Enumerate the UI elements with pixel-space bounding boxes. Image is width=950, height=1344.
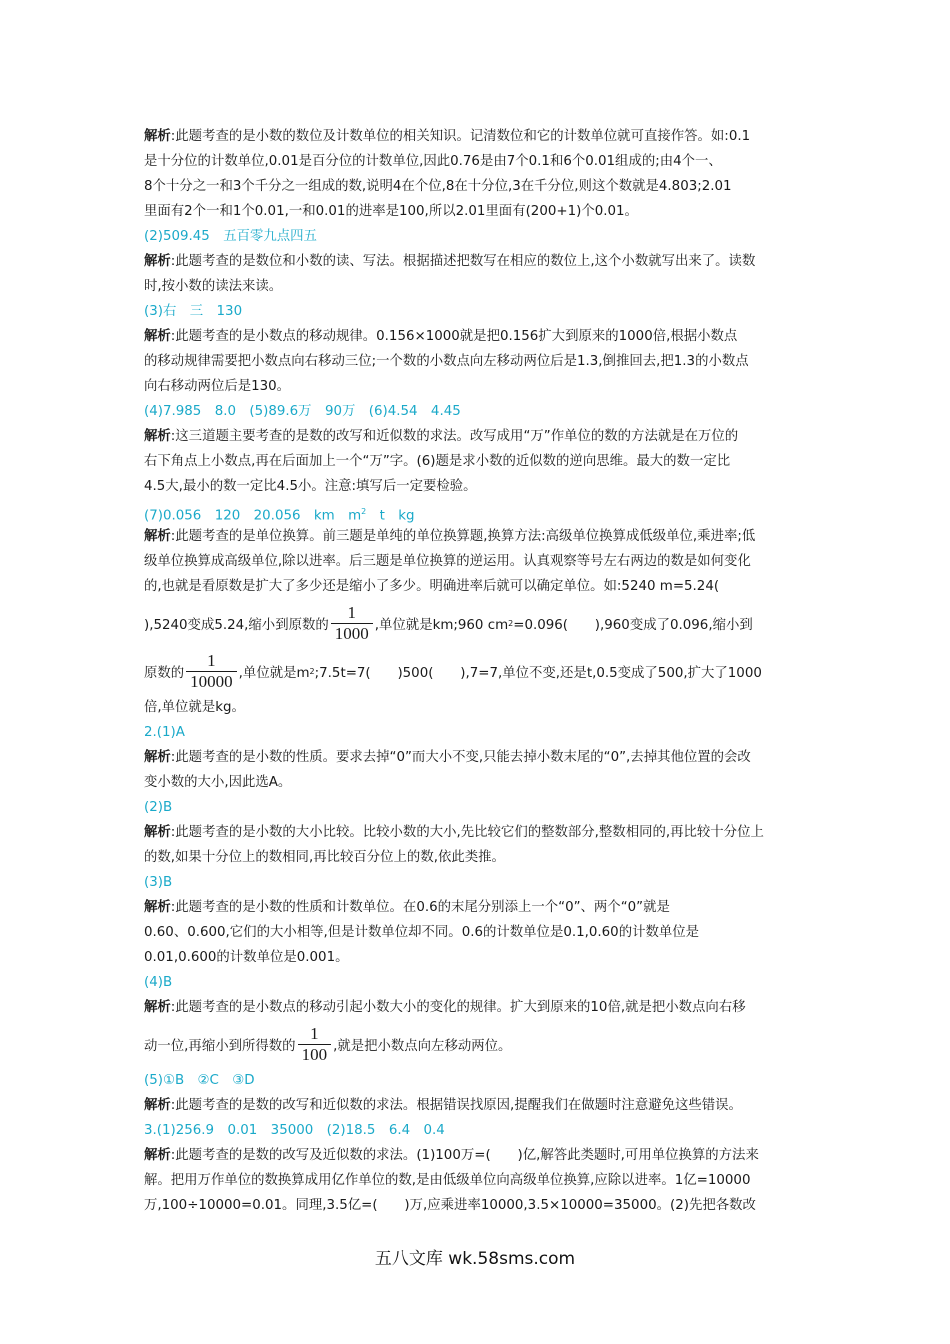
analysis-label: 解析 — [144, 825, 171, 840]
analysis-label: 解析 — [144, 900, 171, 915]
answer-line: (3)B — [144, 875, 173, 890]
fraction-line — [144, 599, 814, 647]
text-line: 0.01,0.600的计数单位是0.001。 — [144, 950, 349, 965]
analysis-label: 解析 — [144, 1000, 171, 1015]
answer-line: (2)509.45 五百零九点四五 — [144, 229, 317, 244]
text-line: 解析:此题考查的是数位和小数的读、写法。根据描述把数写在相应的数位上,这个小数就写出来了。读数 — [144, 254, 756, 269]
text-line: 级单位换算成高级单位,除以进率。后三题是单位换算的逆运用。认真观察等号左右两边的数是如何变化 — [144, 554, 751, 569]
text-segment: 原数的 — [144, 665, 185, 681]
text-line: 解析:此题考查的是小数的数位及计数单位的相关知识。记清数位和它的计数单位就可直接作答。如:0.1 — [144, 129, 751, 144]
answer-line: 3.(1)256.9 0.01 35000 (2)18.5 6.4 0.4 — [144, 1123, 445, 1138]
fraction-numerator: 1 — [207, 650, 216, 670]
document-body — [144, 124, 814, 1218]
text-line: 解析:此题考查的是小数的性质和计数单位。在0.6的末尾分别添上一个“0”、两个“0”就是 — [144, 900, 670, 915]
text-line: 时,按小数的读法来读。 — [144, 279, 283, 294]
answer-line: (5)①B ②C ③D — [144, 1073, 255, 1088]
fraction-numerator: 1 — [347, 602, 357, 622]
fraction-denominator: 10000 — [186, 671, 237, 692]
text-line: 是十分位的计数单位,0.01是百分位的计数单位,因此0.76是由7个0.1和6个0.01组成的;由4个一、 — [144, 154, 722, 169]
analysis-label: 解析 — [144, 129, 171, 144]
analysis-label: 解析 — [144, 750, 171, 765]
text-line: 的移动规律需要把小数点向右移动三位;一个数的小数点向左移动两位后是1.3,倒推回去,把1.3的小数点 — [144, 354, 749, 369]
text-line: 解析:这三道题主要考查的是数的改写和近似数的求法。改写成用“万”作单位的数的方法就是在万位的 — [144, 429, 739, 444]
fraction — [331, 603, 373, 644]
text-line: 里面有2个一和1个0.01,一和0.01的进率是100,所以2.01里面有(200+1)个0.01。 — [144, 204, 638, 219]
text-segment: ,单位就是km;960 cm — [374, 617, 509, 633]
text-line: 解析:此题考查的是小数的性质。要求去掉“0”而大小不变,只能去掉小数末尾的“0”,去掉其他位置的会改 — [144, 750, 751, 765]
text-line: 的,也就是看原数是扩大了多少还是缩小了多少。明确进率后就可以确定单位。如:5240 m=5.24( — [144, 579, 720, 594]
text-line: 变小数的大小,因此选A。 — [144, 775, 292, 790]
superscript: 2 — [309, 666, 315, 676]
text-segment: ),5240变成5.24,缩小到原数的 — [144, 617, 329, 633]
answer-line: (2)B — [144, 800, 173, 815]
text-line: 解析:此题考查的是小数点的移动引起小数大小的变化的规律。扩大到原来的10倍,就是把小数点向右移 — [144, 1000, 746, 1015]
superscript: 2 — [508, 618, 514, 628]
fraction-denominator: 1000 — [331, 623, 373, 644]
analysis-label: 解析 — [144, 254, 171, 269]
text-line: 解析:此题考查的是单位换算。前三题是单纯的单位换算题,换算方法:高级单位换算成低级单位,乘进率;低 — [144, 529, 756, 544]
text-segment: =0.096( ),960变成了0.096,缩小到 — [513, 617, 753, 633]
answer-line: (3)右 三 130 — [144, 304, 243, 319]
answer-line: (4)B — [144, 975, 173, 990]
text-line: 解。把用万作单位的数换算成用亿作单位的数,是由低级单位向高级单位换算,应除以进率。1亿=10000 — [144, 1173, 751, 1188]
answer-line: 2.(1)A — [144, 725, 185, 740]
analysis-label: 解析 — [144, 529, 171, 544]
answer-text: t kg — [366, 508, 415, 524]
text-line: 的数,如果十分位上的数相同,再比较百分位上的数,依此类推。 — [144, 850, 505, 865]
answer-line — [144, 499, 814, 524]
text-line: 倍,单位就是kg。 — [144, 700, 245, 715]
fraction — [186, 651, 237, 692]
text-line: 解析:此题考查的是小数点的移动规律。0.156×1000就是把0.156扩大到原来的1000倍,根据小数点 — [144, 329, 738, 344]
analysis-label: 解析 — [144, 1098, 171, 1113]
analysis-label: 解析 — [144, 1148, 171, 1163]
fraction — [298, 1024, 332, 1065]
text-segment: ,单位就是m — [238, 665, 310, 681]
text-line: 4.5大,最小的数一定比4.5小。注意:填写后一定要检验。 — [144, 479, 477, 494]
text-line: 8个十分之一和3个千分之一组成的数,说明4在个位,8在十分位,3在千分位,则这个数就是4.803;2.01 — [144, 179, 732, 194]
text-line: 万,100÷10000=0.01。同理,3.5亿=( )万,应乘进率10000,3.5×10000=35000。(2)先把各数改 — [144, 1198, 756, 1213]
text-segment: 动一位,再缩小到所得数的 — [144, 1038, 296, 1054]
footer-watermark: 五八文库 wk.58sms.com — [374, 1249, 576, 1269]
answer-line: (4)7.985 8.0 (5)89.6万 90万 (6)4.54 4.45 — [144, 404, 461, 419]
text-line: 0.60、0.600,它们的大小相等,但是计数单位却不同。0.6的计数单位是0.1,0.60的计数单位是 — [144, 925, 700, 940]
text-line: 向右移动两位后是130。 — [144, 379, 291, 394]
answer-text: (7)0.056 120 20.056 km m — [144, 508, 362, 524]
analysis-label: 解析 — [144, 329, 171, 344]
text-line: 右下角点上小数点,再在后面加上一个“万”字。(6)题是求小数的近似数的逆向思维。最大的数一定比 — [144, 454, 731, 469]
text-line: 解析:此题考查的是数的改写和近似数的求法。根据错误找原因,提醒我们在做题时注意避免这些错误。 — [144, 1098, 742, 1113]
text-line: 解析:此题考查的是数的改写及近似数的求法。(1)100万=( )亿,解答此类题时,可用单位换算的方法来 — [144, 1148, 759, 1163]
fraction-line — [144, 1020, 814, 1068]
text-segment: ;7.5t=7( )500( ),7=7,单位不变,还是t,0.5变成了500,扩大了1000 — [314, 665, 762, 681]
text-segment: ,就是把小数点向左移动两位。 — [333, 1038, 512, 1054]
text-line: 解析:此题考查的是小数的大小比较。比较小数的大小,先比较它们的整数部分,整数相同的,再比较十分位上 — [144, 825, 764, 840]
fraction-numerator: 1 — [310, 1023, 319, 1043]
fraction-denominator: 100 — [298, 1044, 332, 1065]
analysis-label: 解析 — [144, 429, 171, 444]
fraction-line — [144, 647, 814, 695]
superscript: 2 — [361, 507, 367, 516]
